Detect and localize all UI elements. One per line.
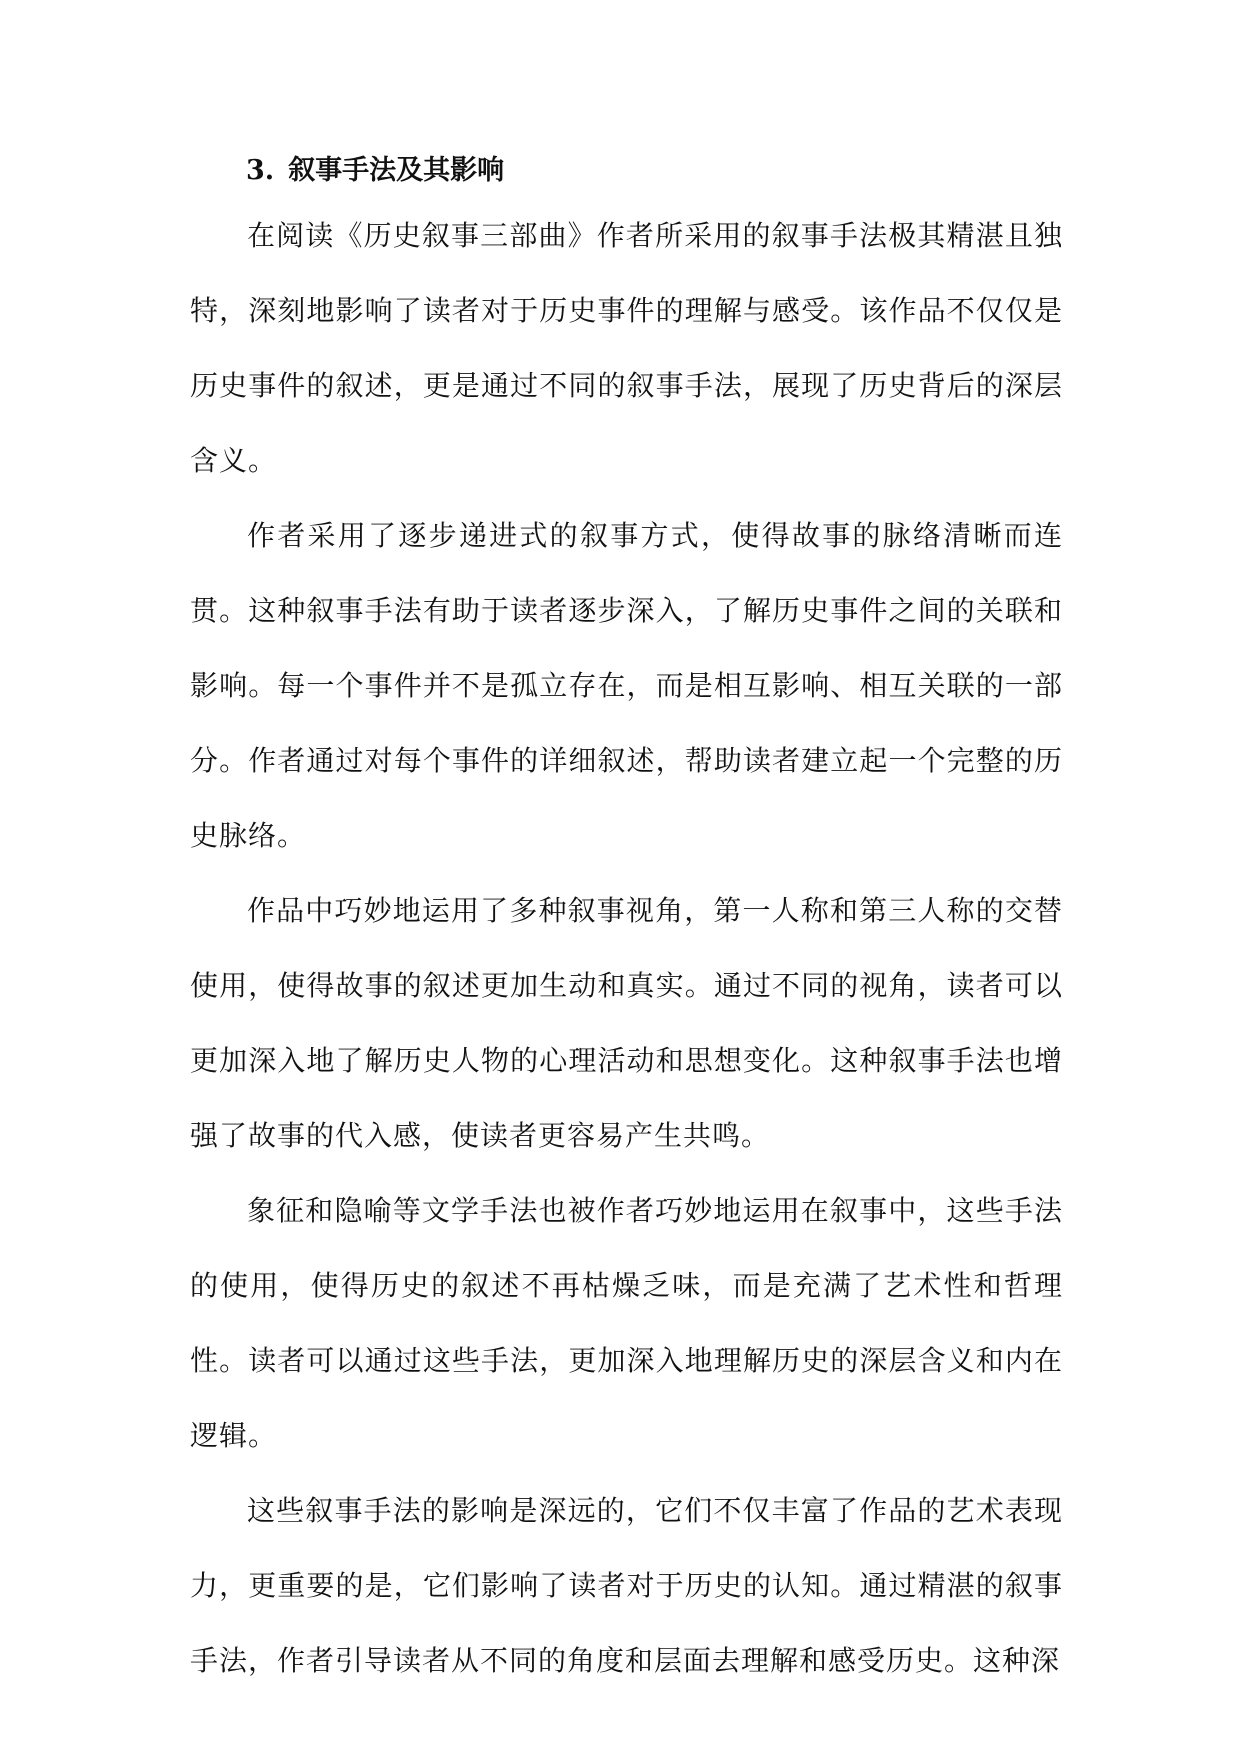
- section-heading: [190, 150, 1063, 192]
- paragraph: 在阅读《历史叙事三部曲》作者所采用的叙事手法极其精湛且独特，深刻地影响了读者对于历史事件的理解与感受。该作品不仅仅是历史事件的叙述，更是通过不同的叙事手法，展现了历史背后的深层含义。: [190, 219, 1063, 477]
- page-content: [190, 150, 1063, 1698]
- paragraph: 作品中巧妙地运用了多种叙事视角，第一人称和第三人称的交替使用，使得故事的叙述更加生动和真实。通过不同的视角，读者可以更加深入地了解历史人物的心理活动和思想变化。这种叙事手法也增强了故事的代入感，使读者更容易产生共鸣。: [190, 894, 1063, 1152]
- section-number: 3.: [246, 155, 275, 186]
- paragraph: 象征和隐喻等文学手法也被作者巧妙地运用在叙事中，这些手法的使用，使得历史的叙述不再枯燥乏味，而是充满了艺术性和哲理性。读者可以通过这些手法，更加深入地理解历史的深层含义和内在逻辑。: [190, 1194, 1063, 1452]
- section-title: 叙事手法及其影响: [288, 155, 505, 186]
- paragraph: 作者采用了逐步递进式的叙事方式，使得故事的脉络清晰而连贯。这种叙事手法有助于读者逐步深入，了解历史事件之间的关联和影响。每一个事件并不是孤立存在，而是相互影响、相互关联的一部分。作者通过对每个事件的详细叙述，帮助读者建立起一个完整的历史脉络。: [190, 519, 1063, 852]
- paragraph: 这些叙事手法的影响是深远的，它们不仅丰富了作品的艺术表现力，更重要的是，它们影响了读者对于历史的认知。通过精湛的叙事手法，作者引导读者从不同的角度和层面去理解和感受历史。这种深: [190, 1494, 1063, 1677]
